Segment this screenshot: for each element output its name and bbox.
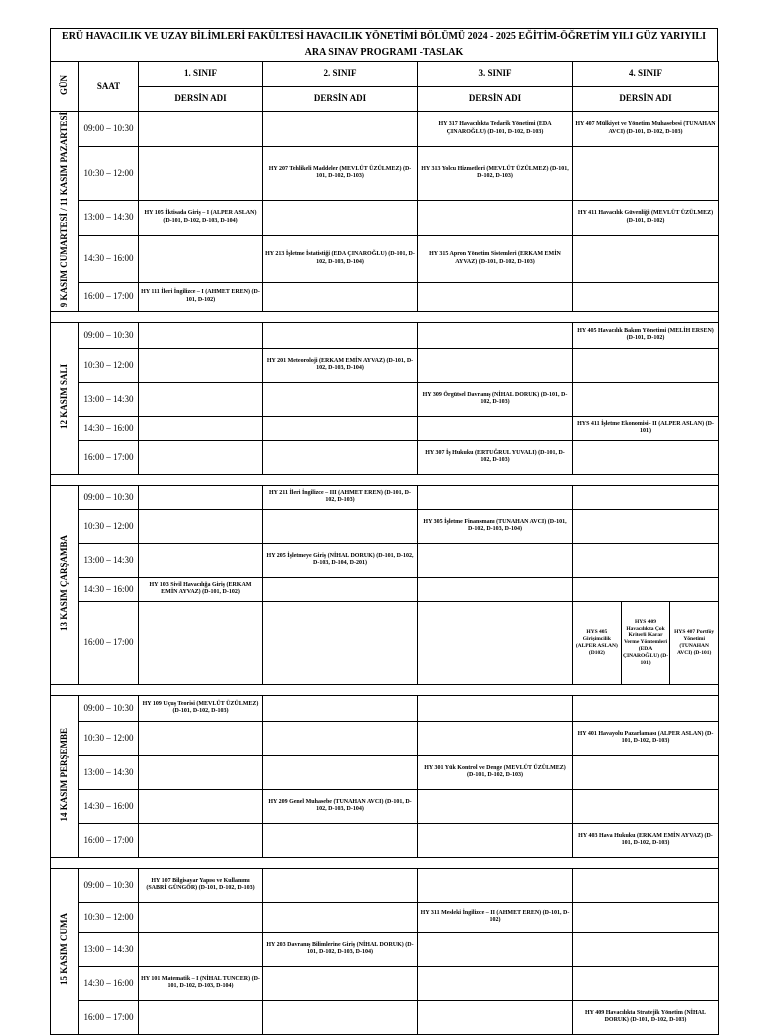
time-slot: 13:00 – 14:30 [79, 932, 139, 966]
exam-cell-class-3 [418, 416, 573, 440]
exam-course [139, 642, 262, 644]
exam-cell-class-4 [573, 382, 719, 416]
exam-course: HY 109 Uçuş Teorisi (MEVLÜT ÜZÜLMEZ) (D-101, D-102, D-103) [142, 700, 259, 715]
exam-course: HY 205 İşletmeye Giriş (NİHAL DORUK) (D-101, D-102, D-103, D-104, D-201) [266, 552, 414, 567]
exam-course: HY 403 Hava Hukuku (ERKAM EMİN AYVAZ) (D-101, D-102, D-103) [578, 832, 713, 847]
exam-course [418, 948, 572, 950]
separator-cell [51, 311, 719, 322]
exam-course: HY 103 Sivil Havacılığa Giriş (ERKAM EMİN AYVAZ) (D-101, D-102) [149, 581, 252, 596]
exam-course: HY 315 Apron Yönetim Sistemleri (ERKAM EMİN AYVAZ) (D-101, D-102, D-103) [429, 251, 561, 265]
exam-cell-class-2 [263, 577, 418, 601]
exam-course [263, 771, 417, 773]
time-slot: 13:00 – 14:30 [79, 755, 139, 789]
exam-course [418, 982, 572, 984]
exam-cell-class-2 [263, 932, 418, 966]
exam-cell-class-3 [418, 721, 573, 755]
exam-cell-class-2 [263, 348, 418, 382]
schedule-row [51, 601, 719, 684]
exam-cell-class-1 [139, 755, 263, 789]
exam-cell-class-3 [418, 823, 573, 857]
schedule-row [51, 823, 719, 857]
exam-cell-class-3 [418, 543, 573, 577]
exam-course: HY 209 Genel Muhasebe (TUNAHAN AVCI) (D-101, D-102, D-103, D-104) [268, 798, 412, 813]
separator-cell [51, 474, 719, 485]
exam-course [139, 398, 262, 400]
day-label: 15 KASIM CUMA [58, 913, 69, 986]
exam-course: HY 101 Matematik – I (NİHAL TUNCER) (D-101, D-102, D-103, D-104) [141, 975, 260, 990]
exam-course [573, 707, 718, 709]
schedule-row [51, 382, 719, 416]
exam-course [418, 707, 572, 709]
header-class-1: 1. SINIF [139, 62, 263, 87]
exam-course [263, 916, 417, 918]
exam-cell-class-1 [139, 440, 263, 474]
exam-course [573, 916, 718, 918]
exam-cell-class-4 [573, 416, 719, 440]
exam-course [573, 805, 718, 807]
exam-course: HY 301 Yük Kontrol ve Denge (MEVLÜT ÜZÜLMEZ) (D-101, D-102, D-103) [424, 764, 566, 779]
exam-course [263, 839, 417, 841]
exam-cell-class-4 [573, 485, 719, 509]
exam-cell-class-4 [573, 695, 719, 721]
exam-course [418, 737, 572, 739]
time-slot: 09:00 – 10:30 [79, 112, 139, 147]
schedule-row [51, 348, 719, 382]
exam-course [139, 1016, 262, 1018]
exam-course [139, 948, 262, 950]
time-slot: 09:00 – 10:30 [79, 868, 139, 902]
exam-cell-class-2 [263, 966, 418, 1000]
exam-course: HY 401 Havayolu Pazarlaması (ALPER ASLAN) (D-101, D-102, D-103) [577, 730, 714, 745]
exam-cell-class-1 [139, 966, 263, 1000]
exam-course [573, 172, 718, 174]
exam-cell-class-4 [573, 1000, 719, 1034]
exam-cell-class-4 [573, 283, 719, 312]
exam-course [139, 427, 262, 429]
exam-cell-class-3 [418, 322, 573, 348]
exam-cell-class-4 [573, 235, 719, 283]
exam-cell-class-1 [139, 932, 263, 966]
exam-cell-class-2 [263, 112, 418, 147]
exam-cell-class-3 [418, 382, 573, 416]
exam-course [573, 456, 718, 458]
exam-course [573, 258, 718, 260]
exam-cell-class-1 [139, 146, 263, 200]
day-label: 12 KASIM SALI [58, 363, 69, 429]
exam-course [573, 496, 718, 498]
exam-cell-class-2 [263, 755, 418, 789]
header-class-2: 2. SINIF [263, 62, 418, 87]
header-class-3: 3. SINIF [418, 62, 573, 87]
time-slot: 09:00 – 10:30 [79, 485, 139, 509]
time-slot: 10:30 – 12:00 [79, 509, 139, 543]
exam-course [139, 128, 262, 130]
exam-cell-class-3 [418, 966, 573, 1000]
exam-cell-class-1 [139, 235, 263, 283]
exam-course [418, 364, 572, 366]
exam-cell-class-3 [418, 440, 573, 474]
exam-course [139, 525, 262, 527]
schedule-row [51, 755, 719, 789]
exam-cell-class-3 [418, 485, 573, 509]
exam-cell-class-1 [139, 577, 263, 601]
exam-course: HY 409 Havacılıkta Stratejik Yönetim (NİHAL DORUK) (D-101, D-102, D-103) [584, 1009, 707, 1024]
exam-cell-class-1 [139, 283, 263, 312]
exam-course [263, 296, 417, 298]
day-label-cell [51, 322, 79, 474]
exam-cell-class-2 [263, 416, 418, 440]
exam-cell-class-4 [573, 112, 719, 147]
exam-cell-class-4 [573, 721, 719, 755]
exam-cell-class-3 [418, 235, 573, 283]
exam-cell-class-1 [139, 485, 263, 509]
exam-course [139, 805, 262, 807]
exam-cell-class-4 [573, 146, 719, 200]
exam-cell-class-1 [139, 543, 263, 577]
schedule-row [51, 485, 719, 509]
exam-course [139, 456, 262, 458]
day-label-cell [51, 868, 79, 1034]
exam-course [573, 588, 718, 590]
exam-course [573, 982, 718, 984]
exam-cell-class-3 [418, 112, 573, 147]
exam-course [418, 1016, 572, 1018]
exam-course [418, 884, 572, 886]
exam-course [263, 427, 417, 429]
exam-course [263, 707, 417, 709]
time-slot: 13:00 – 14:30 [79, 543, 139, 577]
exam-cell-class-4 [573, 902, 719, 932]
exam-course [418, 588, 572, 590]
exam-course [263, 884, 417, 886]
exam-cell-class-2 [263, 601, 418, 684]
schedule-row [51, 577, 719, 601]
schedule-row [51, 440, 719, 474]
time-slot: 16:00 – 17:00 [79, 283, 139, 312]
exam-cell-class-1 [139, 416, 263, 440]
separator-cell [51, 684, 719, 695]
time-slot: 16:00 – 17:00 [79, 440, 139, 474]
exam-course [263, 456, 417, 458]
exam-cell-class-1 [139, 200, 263, 235]
exam-cell-class-3 [418, 601, 573, 684]
header-day: GÜN [51, 62, 79, 112]
header-course-name: DERSİN ADI [263, 87, 418, 112]
exam-course [418, 805, 572, 807]
schedule-row [51, 543, 719, 577]
exam-course: HY 317 Havacılıkta Tedarik Yönetimi (EDA ÇINAROĞLU) (D-101, D-102, D-103) [438, 121, 552, 135]
exam-cell-class-1 [139, 1000, 263, 1034]
exam-cell-class-4 [573, 755, 719, 789]
header-course-name: DERSİN ADI [573, 87, 719, 112]
exam-cell-class-1 [139, 823, 263, 857]
exam-cell-class-4 [573, 440, 719, 474]
exam-cell-class-3 [418, 146, 573, 200]
time-slot: 10:30 – 12:00 [79, 348, 139, 382]
time-slot: 10:30 – 12:00 [79, 902, 139, 932]
exam-cell-class-3 [418, 283, 573, 312]
schedule-row [51, 509, 719, 543]
exam-cell-class-1 [139, 382, 263, 416]
exam-cell-class-3 [418, 577, 573, 601]
time-slot: 16:00 – 17:00 [79, 1000, 139, 1034]
exam-course: HY 313 Yolcu Hizmetleri (MEVLÜT ÜZÜLMEZ) (D-101, D-102, D-103) [421, 165, 569, 180]
exam-course: HY 213 İşletme İstatistiği (EDA ÇINAROĞLU) (D-101, D-102, D-103, D-104) [265, 251, 415, 265]
exam-course [573, 398, 718, 400]
exam-cell-class-4 [573, 543, 719, 577]
exam-cell-class-3 [418, 932, 573, 966]
exam-cell-class-4 [573, 322, 719, 348]
time-slot: 14:30 – 16:00 [79, 416, 139, 440]
exam-course: HY 201 Meteoroloji (ERKAM EMİN AYVAZ) (D-101, D-102, D-103, D-104) [266, 357, 414, 372]
exam-course [263, 398, 417, 400]
exam-cell-class-2 [263, 146, 418, 200]
exam-cell-class-4 [573, 200, 719, 235]
exam-cell-class-3 [418, 200, 573, 235]
day-label-cell [51, 112, 79, 312]
exam-course: HY 407 Mülkiyet ve Yönetim Muhasebesi (TUNAHAN AVCI) (D-101, D-102, D-103) [575, 121, 716, 135]
exam-course [139, 737, 262, 739]
day-separator [51, 857, 719, 868]
schedule-row [51, 146, 719, 200]
schedule-row [51, 721, 719, 755]
exam-course [418, 496, 572, 498]
exam-course [573, 559, 718, 561]
time-slot: 10:30 – 12:00 [79, 146, 139, 200]
exam-cell-class-4 [573, 932, 719, 966]
page-title: ERÜ HAVACILIK VE UZAY BİLİMLERİ FAKÜLTESİ HAVACILIK YÖNETİMİ BÖLÜMÜ 2024 - 2025 EĞİTİM-ÖĞRETİM YILI GÜZ YARIYILI ARA SINAV PROGRAMI -TASLAK [50, 28, 718, 61]
exam-cell-class-3 [418, 902, 573, 932]
time-slot: 13:00 – 14:30 [79, 382, 139, 416]
schedule-row [51, 789, 719, 823]
exam-course [418, 334, 572, 336]
exam-course: HY 411 Havacılık Güvenliği (MEVLÜT ÜZÜLMEZ) (D-101, D-102) [577, 210, 714, 224]
time-slot: 14:30 – 16:00 [79, 577, 139, 601]
exam-course: HY 105 İktisada Giriş – I (ALPER ASLAN) (D-101, D-102, D-103, D-104) [144, 210, 257, 224]
day-label-cell [51, 485, 79, 684]
day-separator [51, 311, 719, 322]
schedule-row [51, 283, 719, 312]
exam-cell-class-2 [263, 721, 418, 755]
exam-cell-class-2 [263, 382, 418, 416]
exam-course [263, 128, 417, 130]
exam-course [139, 839, 262, 841]
exam-subcell: HYS 409 Havacılıkta Çok Kriterli Karar Verme Yöntemleri (EDA ÇINAROĞLU) (D-101) [621, 602, 670, 684]
exam-cell-class-2 [263, 823, 418, 857]
header-time: SAAT [79, 62, 139, 112]
exam-cell-class-3 [418, 755, 573, 789]
exam-course [139, 172, 262, 174]
time-slot: 13:00 – 14:30 [79, 200, 139, 235]
exam-course [418, 559, 572, 561]
exam-course: HY 305 İşletme Finansmanı (TUNAHAN AVCI) (D-101, D-102, D-103, D-104) [423, 518, 567, 533]
exam-cell-class-4 [573, 823, 719, 857]
exam-course [418, 296, 572, 298]
exam-course [263, 588, 417, 590]
exam-cell-class-2 [263, 440, 418, 474]
exam-course [418, 839, 572, 841]
exam-cell-class-2 [263, 695, 418, 721]
exam-course [263, 642, 417, 644]
exam-cell-class-2 [263, 283, 418, 312]
exam-course [263, 525, 417, 527]
header-course-name: DERSİN ADI [418, 87, 573, 112]
exam-cell-class-2 [263, 543, 418, 577]
exam-cell-class-3 [418, 1000, 573, 1034]
exam-course: HY 211 İleri İngilizce – III (AHMET EREN) (D-101, D-102, D-103) [269, 489, 411, 504]
exam-cell-class-4 [573, 601, 719, 684]
exam-cell-class-2 [263, 235, 418, 283]
time-slot: 14:30 – 16:00 [79, 789, 139, 823]
exam-cell-class-1 [139, 902, 263, 932]
schedule-row [51, 966, 719, 1000]
day-separator [51, 474, 719, 485]
exam-cell-class-4 [573, 868, 719, 902]
time-slot: 16:00 – 17:00 [79, 823, 139, 857]
exam-subcell: HYS 405 Girişimcilik (ALPER ASLAN) (D102) [575, 628, 618, 656]
exam-cell-class-4 [573, 966, 719, 1000]
exam-course: HY 309 Örgütsel Davranış (NİHAL DORUK) (D-101, D-102, D-103) [422, 391, 568, 406]
exam-course [139, 771, 262, 773]
exam-course [573, 364, 718, 366]
exam-cell-class-1 [139, 789, 263, 823]
exam-cell-class-4 [573, 577, 719, 601]
header-class-4: 4. SINIF [573, 62, 719, 87]
exam-course: HY 207 Tehlikeli Maddeler (MEVLÜT ÜZÜLMEZ) (D-101, D-102, D-103) [268, 165, 412, 180]
exam-cell-class-2 [263, 322, 418, 348]
exam-cell-class-3 [418, 348, 573, 382]
exam-cell-class-1 [139, 322, 263, 348]
time-slot: 09:00 – 10:30 [79, 695, 139, 721]
exam-course [573, 948, 718, 950]
exam-cell-class-1 [139, 112, 263, 147]
exam-course [418, 217, 572, 219]
schedule-row [51, 200, 719, 235]
schedule-table [50, 61, 719, 1035]
exam-cell-class-1 [139, 868, 263, 902]
exam-cell-class-3 [418, 509, 573, 543]
exam-cell-class-4 [573, 509, 719, 543]
day-label: 9 KASIM CUMARTESİ / 11 KASIM PAZARTESİ [58, 112, 69, 308]
exam-course: HY 307 İş Hukuku (ERTUĞRUL YUVALI) (D-101, D-102, D-103) [425, 449, 565, 464]
exam-course [418, 642, 572, 644]
exam-cell-class-1 [139, 509, 263, 543]
exam-cell-class-2 [263, 789, 418, 823]
time-slot: 16:00 – 17:00 [79, 601, 139, 684]
exam-cell-class-1 [139, 695, 263, 721]
exam-course [573, 525, 718, 527]
schedule-row [51, 416, 719, 440]
schedule-row [51, 932, 719, 966]
day-label: 13 KASIM ÇARŞAMBA [58, 534, 69, 631]
day-label-cell [51, 695, 79, 857]
schedule-row [51, 1000, 719, 1034]
exam-course [418, 427, 572, 429]
exam-cell-class-3 [418, 868, 573, 902]
exam-course [139, 334, 262, 336]
exam-course: HY 311 Mesleki İngilizce – II (AHMET EREN) (D-101, D-102) [420, 909, 570, 924]
exam-course: HY 111 İleri İngilizce – I (AHMET EREN) (D-101, D-102) [141, 289, 260, 303]
day-label: 14 KASIM PERŞEMBE [58, 727, 69, 822]
day-separator [51, 684, 719, 695]
schedule-row [51, 902, 719, 932]
exam-course: HY 405 Havacılık Bakım Yönetimi (MELİH ERSEN) (D-101, D-102) [577, 327, 714, 342]
exam-course [263, 1016, 417, 1018]
exam-course [263, 737, 417, 739]
exam-cell-class-2 [263, 902, 418, 932]
exam-cell-class-1 [139, 721, 263, 755]
exam-course [139, 364, 262, 366]
schedule-row [51, 868, 719, 902]
exam-course [139, 916, 262, 918]
exam-cell-class-1 [139, 348, 263, 382]
exam-schedule-sheet [50, 28, 718, 1035]
exam-cell-class-3 [418, 695, 573, 721]
exam-cell-class-3 [418, 789, 573, 823]
exam-course [573, 884, 718, 886]
exam-course [573, 296, 718, 298]
exam-cell-class-2 [263, 1000, 418, 1034]
exam-course [573, 771, 718, 773]
exam-cell-class-4 [573, 348, 719, 382]
exam-cell-class-4 [573, 789, 719, 823]
exam-course: HY 107 Bilgisayar Yapısı ve Kullanımı (SABRİ GÜNGÖR) (D-101, D-102, D-103) [146, 877, 255, 892]
time-slot: 14:30 – 16:00 [79, 235, 139, 283]
time-slot: 09:00 – 10:30 [79, 322, 139, 348]
exam-cell-class-2 [263, 509, 418, 543]
schedule-row [51, 322, 719, 348]
header-course-name: DERSİN ADI [139, 87, 263, 112]
exam-course [263, 982, 417, 984]
time-slot: 10:30 – 12:00 [79, 721, 139, 755]
exam-course: HY 203 Davranış Bilimlerine Giriş (NİHAL DORUK) (D-101, D-102, D-103, D-104) [266, 941, 414, 956]
exam-cell-class-2 [263, 200, 418, 235]
exam-cell-class-2 [263, 868, 418, 902]
exam-course [263, 334, 417, 336]
exam-course [139, 559, 262, 561]
schedule-row [51, 695, 719, 721]
exam-course: HYS 411 İşletme Ekonomisi- II (ALPER ASLAN) (D-101) [577, 420, 714, 435]
separator-cell [51, 857, 719, 868]
exam-course [139, 258, 262, 260]
exam-cell-class-2 [263, 485, 418, 509]
exam-cell-class-1 [139, 601, 263, 684]
schedule-row [51, 235, 719, 283]
schedule-row [51, 112, 719, 147]
exam-course [139, 496, 262, 498]
exam-subcell: HYS 407 Portföy Yönetimi (TUNAHAN AVCI) (D-101) [669, 602, 718, 684]
exam-course [263, 217, 417, 219]
time-slot: 14:30 – 16:00 [79, 966, 139, 1000]
